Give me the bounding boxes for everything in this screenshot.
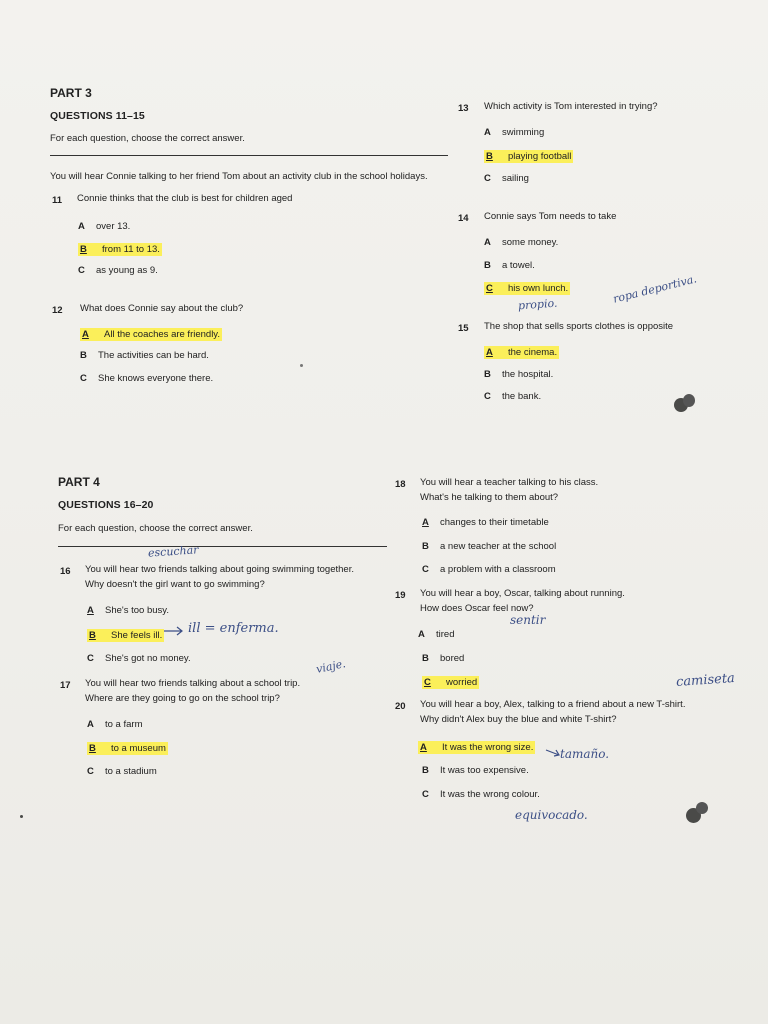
handwritten-note-tamano: tamaño. [560,747,610,761]
question-number: 20 [395,701,406,712]
answer-option[interactable]: B a new teacher at the school [422,541,557,552]
question-number: 11 [52,195,63,206]
part4-title: PART 4 [58,475,100,489]
answer-option-selected[interactable]: C worried [424,677,478,688]
question-text: You will hear a boy, Oscar, talking about running. [420,588,625,599]
answer-option[interactable]: C She's got no money. [87,653,191,664]
question-text: You will hear two friends talking about going swimming together. [85,564,354,575]
answer-option[interactable]: C as young as 9. [78,265,158,276]
handwritten-note-ill-enferma: ill = enferma. [188,621,279,636]
answer-option[interactable]: B The activities can be hard. [80,350,209,361]
question-number: 16 [60,566,71,577]
question-text: Where are they going to go on the school trip? [85,693,280,704]
question-number: 15 [458,323,469,334]
answer-option[interactable]: A She's too busy. [87,605,169,616]
answer-option[interactable]: C the bank. [484,391,542,402]
answer-option[interactable]: B the hospital. [484,369,554,380]
question-text: Which activity is Tom interested in trying? [484,101,658,112]
question-text: How does Oscar feel now? [420,603,534,614]
answer-option[interactable]: C It was the wrong colour. [422,789,540,800]
question-text: What's he talking to them about? [420,492,559,503]
stray-dot-mark [300,364,303,367]
handwritten-arrow [163,626,185,636]
question-text: You will hear a boy, Alex, talking to a friend about a new T-shirt. [420,699,686,710]
answer-option[interactable]: A tired [418,629,455,640]
part4-instruction: For each question, choose the correct answer. [58,523,253,534]
ink-blot-mark [696,802,708,814]
handwritten-note-viaje: viaje. [314,657,347,676]
answer-option[interactable]: B It was too expensive. [422,765,529,776]
question-text: You will hear a teacher talking to his class. [420,477,599,488]
answer-option[interactable]: A changes to their timetable [422,517,549,528]
answer-option-selected[interactable]: B from 11 to 13. [80,244,160,255]
answer-option-selected[interactable]: B to a museum [89,743,166,754]
question-text: The shop that sells sports clothes is opposite [484,321,674,332]
handwritten-note-equivocado: equivocado. [515,808,588,822]
answer-option-selected[interactable]: A All the coaches are friendly. [82,329,220,340]
handwritten-note-propio: propio. [517,296,558,313]
question-text: You will hear two friends talking about a school trip. [85,678,301,689]
handwritten-note-sentir: sentir [510,613,546,627]
answer-option[interactable]: C to a stadium [87,766,157,777]
question-number: 17 [60,680,71,691]
ink-blot-mark [683,394,695,407]
stray-dot-mark [20,815,23,818]
answer-option[interactable]: C a problem with a classroom [422,564,556,575]
question-text: Why doesn't the girl want to go swimming? [85,579,265,590]
answer-option[interactable]: C She knows everyone there. [80,373,214,384]
question-number: 13 [458,103,469,114]
answer-option[interactable]: A over 13. [78,221,131,232]
answer-option[interactable]: B a towel. [484,260,535,271]
part4-questions-range: QUESTIONS 16–20 [58,499,154,511]
answer-option-selected[interactable]: C his own lunch. [486,283,569,294]
answer-option-selected[interactable]: A It was the wrong size. [420,742,534,753]
answer-option[interactable]: C sailing [484,173,529,184]
part3-instruction: For each question, choose the correct answer. [50,133,245,144]
question-number: 19 [395,590,406,601]
question-number: 14 [458,213,469,224]
answer-option[interactable]: B bored [422,653,465,664]
handwritten-arrow [545,748,561,758]
handwritten-note-camiseta: camiseta [675,670,736,691]
question-number: 18 [395,479,406,490]
handwritten-note-ropa-deportiva: ropa deportiva. [611,272,699,306]
handwritten-note-escuchar: escuchar [147,543,199,560]
question-number: 12 [52,305,63,316]
question-text: Connie says Tom needs to take [484,211,617,222]
question-text: Why didn't Alex buy the blue and white T-shirt? [420,714,617,725]
part3-title: PART 3 [50,86,92,100]
answer-option[interactable]: A to a farm [87,719,143,730]
question-text: What does Connie say about the club? [80,303,244,314]
question-text: Connie thinks that the club is best for children aged [77,193,293,204]
answer-option-selected[interactable]: B playing football [486,151,572,162]
answer-option-selected[interactable]: A the cinema. [486,347,558,358]
part3-intro: You will hear Connie talking to her friend Tom about an activity club in the school holidays. [50,171,428,182]
part4-divider [58,546,387,547]
part3-divider [50,155,448,156]
part3-questions-range: QUESTIONS 11–15 [50,110,145,122]
answer-option[interactable]: A some money. [484,237,559,248]
answer-option-selected[interactable]: B She feels ill. [89,630,163,641]
answer-option[interactable]: A swimming [484,127,545,138]
